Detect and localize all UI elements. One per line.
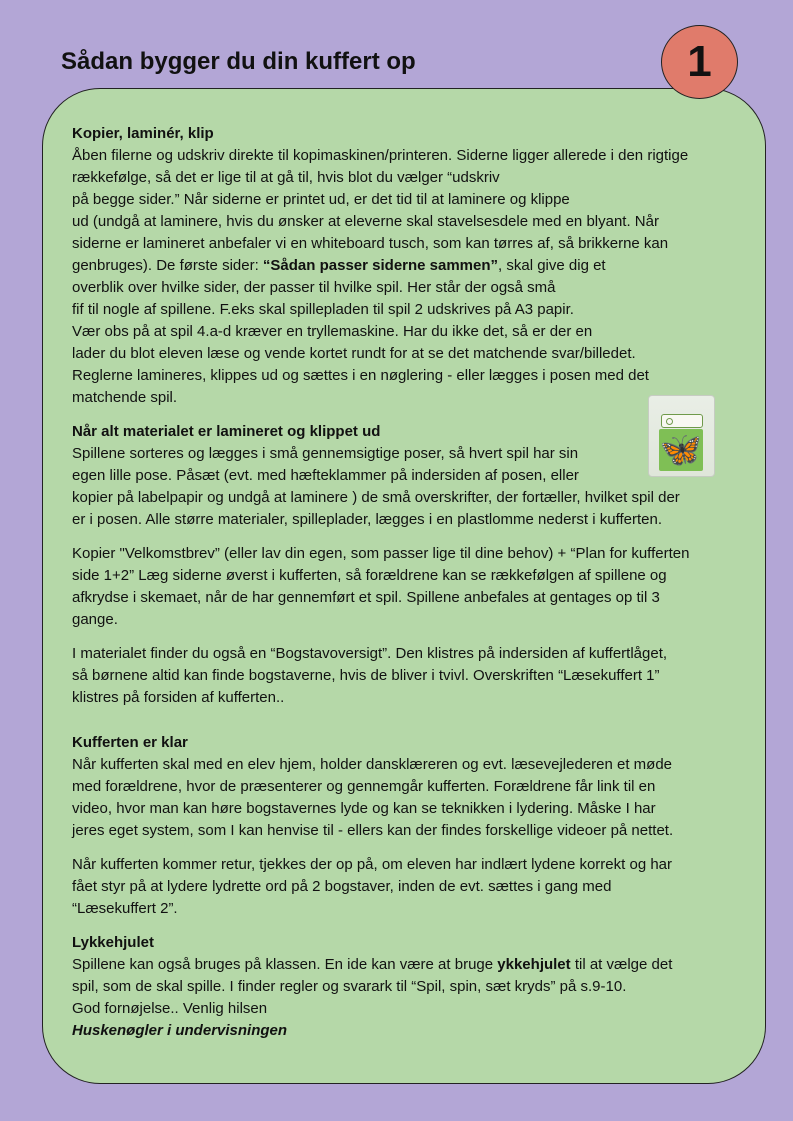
text-line: er i posen. Alle større materialer, spilleplader, lægges i en plastlomme nederst i kufferten. xyxy=(72,511,663,528)
text-line: klistres på forsiden af kufferten.. xyxy=(72,689,285,706)
text-span: Spillene kan også bruges på klassen. En ide kan være at bruge xyxy=(72,956,498,973)
text-line: afkrydse i skemaet, når de har gennemført et spil. Spillene anbefales at gentages op til 3 xyxy=(72,589,660,606)
text-line: så børnene altid kan finde bogstaverne, hvis de bliver i tvivl. Overskriften “Læsekuffert 1” xyxy=(72,667,660,684)
page-number-badge: 1 xyxy=(661,25,738,99)
text-line: “Læsekuffert 2”. xyxy=(72,900,178,917)
text-span: genbruges). De første sider: xyxy=(72,257,263,274)
text-line: lader du blot eleven læse og vende kortet rundt for at se det matchende svar/billedet. xyxy=(72,345,636,362)
signature-text: Huskenøgler i undervisningen xyxy=(72,1022,288,1039)
text-line: egen lille pose. Påsæt (evt. med hæfteklammer på indersiden af posen, eller xyxy=(72,467,579,484)
text-line: med forældrene, hvor de præsenterer og gennemgår kufferten. Forældrene får link til en xyxy=(72,778,656,795)
text-span: til at vælge det xyxy=(570,956,673,973)
text-line: ud (undgå at laminere, hvis du ønsker at eleverne skal stavelsesdele med en blyant. Når xyxy=(72,213,659,230)
text-line: I materialet finder du også en “Bogstavoversigt”. Den klistres på indersiden af kuffertlåget, xyxy=(72,645,668,662)
section-heading: Når alt materialet er lamineret og klippet ud xyxy=(72,423,381,440)
text-line xyxy=(72,255,736,277)
section-heading: Lykkehjulet xyxy=(72,934,154,951)
text-line: matchende spil. xyxy=(72,389,178,406)
text-line: jeres eget system, som I kan henvise til - ellers kan der findes forskellige videoer på nettet. xyxy=(72,822,674,839)
text-line: video, hvor man kan høre bogstavernes lyde og kan se teknikken i lydering. Måske I har xyxy=(72,800,656,817)
section-heading: Kufferten er klar xyxy=(72,734,188,751)
text-line: Når kufferten kommer retur, tjekkes der op på, om eleven har indlært lydene korrekt og har xyxy=(72,856,673,873)
text-line: Åben filerne og udskriv direkte til kopimaskinen/printeren. Siderne ligger allerede i den rigtige xyxy=(72,147,689,164)
text-line: spil, som de skal spille. I finder regler og svarark til “Spil, spin, sæt kryds” på s.9-10. xyxy=(72,978,627,995)
text-line: gange. xyxy=(72,611,118,628)
signature xyxy=(72,1020,736,1042)
text-span: , skal give dig et xyxy=(498,257,606,274)
text-line: rækkefølge, så det er lige til at gå til, hvis blot du vælger “udskriv xyxy=(72,169,500,186)
bold-reference: ykkehjulet xyxy=(497,956,571,973)
text-line: fået styr på at lydere lydrette ord på 2 bogstaver, inden de evt. sættes i gang med xyxy=(72,878,612,895)
text-line: Når kufferten skal med en elev hjem, holder dansklæreren og evt. læsevejlederen et møde xyxy=(72,756,673,773)
text-line: kopier på labelpapir og undgå at laminere ) de små overskrifter, der fortæller, hvilket spil der xyxy=(72,489,680,506)
page-title: Sådan bygger du din kuffert op xyxy=(61,48,416,75)
text-line: Vær obs på at spil 4.a-d kræver en tryllemaskine. Har du ikke det, så er der en xyxy=(72,323,593,340)
butterfly-tile xyxy=(659,429,703,471)
bag-label xyxy=(661,414,703,428)
text-line: overblik over hvilke sider, der passer til hvilke spil. Her står der også små xyxy=(72,279,556,296)
bold-reference: “Sådan passer siderne sammen” xyxy=(262,257,499,274)
text-line: fif til nogle af spillene. F.eks skal spillepladen til spil 2 udskrives på A3 papir. xyxy=(72,301,574,318)
instructions-body xyxy=(72,123,736,1042)
text-line: Spillene sorteres og lægges i små gennemsigtige poser, så hvert spil har sin xyxy=(72,445,579,462)
section-heading: Kopier, laminér, klip xyxy=(72,125,214,142)
game-bag-photo xyxy=(648,395,715,477)
text-line: siderne er lamineret anbefaler vi en whiteboard tusch, som kan tørres af, så brikkerne kan xyxy=(72,235,669,252)
text-line: Reglerne lamineres, klippes ud og sættes i en nøglering - eller lægges i posen med det xyxy=(72,367,649,384)
butterfly-icon: 🦋 xyxy=(659,431,703,469)
text-line: Kopier "Velkomstbrev” (eller lav din egen, som passer lige til dine behov) + “Plan for kufferten xyxy=(72,545,690,562)
text-line: God fornøjelse.. Venlig hilsen xyxy=(72,1000,268,1017)
text-line xyxy=(72,954,736,976)
text-line: side 1+2” Læg siderne øverst i kufferten, så forældrene kan se rækkefølgen af spillene og xyxy=(72,567,667,584)
text-line: på begge sider.” Når siderne er printet ud, er det tid til at laminere og klippe xyxy=(72,191,570,208)
